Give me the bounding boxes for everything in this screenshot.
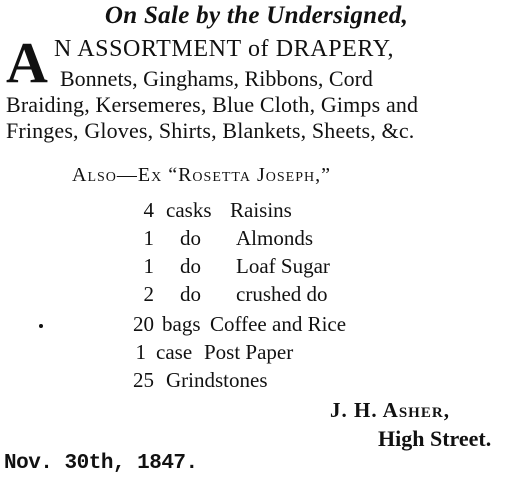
drop-cap: A xyxy=(6,30,48,95)
ad-body-line: Fringes, Gloves, Shirts, Blankets, Sheets, &c. xyxy=(6,118,415,143)
item-qty: 1 xyxy=(143,226,154,250)
also-line xyxy=(72,164,331,187)
signer-name-text: J. H. Asher, xyxy=(330,398,450,422)
signer-address: High Street. xyxy=(378,426,492,451)
item-desc: Loaf Sugar xyxy=(236,254,330,278)
item-unit: do xyxy=(180,226,201,250)
also-prefix: Also—Ex xyxy=(72,164,169,186)
item-desc: crushed do xyxy=(236,282,328,306)
item-qty: 1 xyxy=(135,340,146,364)
item-unit: bags xyxy=(162,312,201,336)
item-desc: Raisins xyxy=(230,198,292,222)
item-desc: Almonds xyxy=(236,226,314,250)
signer-name xyxy=(330,398,450,423)
item-qty: 4 xyxy=(143,198,154,222)
ad-body-line: Bonnets, Ginghams, Ribbons, Cord xyxy=(60,66,373,91)
item-desc: Grindstones xyxy=(166,368,268,392)
item-desc: Coffee and Rice xyxy=(210,312,347,336)
item-unit: casks xyxy=(166,198,212,222)
ship-name: “Rosetta Joseph,” xyxy=(168,164,331,186)
item-qty: 25 xyxy=(133,368,154,392)
item-unit: do xyxy=(180,254,201,278)
item-unit: do xyxy=(180,282,201,306)
ad-date: Nov. 30th, 1847. xyxy=(4,452,198,475)
stray-ink-dot xyxy=(39,324,43,328)
item-unit: case xyxy=(156,340,193,364)
ad-body-line: Braiding, Kersemeres, Blue Cloth, Gimps and xyxy=(6,92,419,117)
item-qty: 1 xyxy=(143,254,154,278)
ad-first-line: N ASSORTMENT of DRAPERY, xyxy=(54,36,395,62)
item-qty: 20 xyxy=(133,312,154,336)
item-qty: 2 xyxy=(143,282,154,306)
item-desc: Post Paper xyxy=(204,340,294,364)
ad-heading: On Sale by the Undersigned, xyxy=(104,2,409,29)
